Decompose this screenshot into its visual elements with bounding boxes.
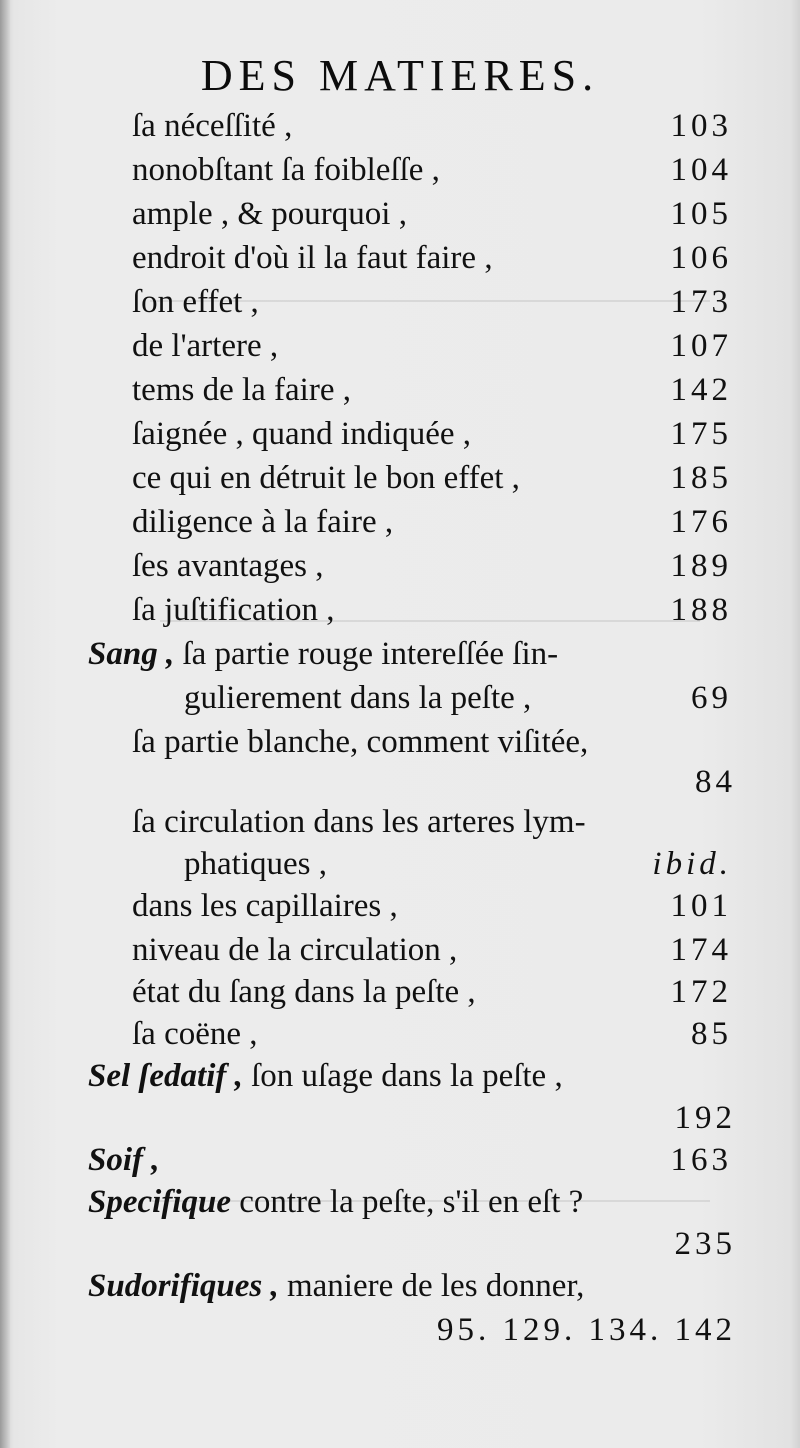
index-entry	[0, 412, 800, 456]
entry-text-line	[88, 1180, 583, 1224]
page-number: 235	[674, 1226, 736, 1262]
headword: Sudorifiques ,	[88, 1268, 279, 1304]
page-number: 85	[691, 1016, 732, 1052]
entry-text: niveau de la circulation ,	[132, 932, 458, 968]
index-heading-entry	[0, 1264, 800, 1308]
headword: Sang ,	[88, 636, 175, 672]
index-entry	[0, 720, 800, 764]
page-number: 175	[670, 416, 732, 452]
index-entry	[0, 324, 800, 368]
page-number: 173	[670, 284, 732, 320]
entry-text: diligence à la faire ,	[132, 504, 394, 540]
index-entry	[0, 148, 800, 192]
index-entry	[0, 104, 800, 148]
entry-text: ſon uſage dans la peſte ,	[251, 1058, 563, 1094]
entry-text: gulierement dans la peſte ,	[184, 680, 532, 716]
page-number: 106	[670, 240, 732, 276]
entry-text: ſa néceſſité ,	[132, 108, 293, 144]
entry-text: ſon effet ,	[132, 284, 259, 320]
index-entry-number-line	[0, 1222, 800, 1266]
entry-text: phatiques ,	[184, 846, 327, 882]
page-number: 105	[670, 196, 732, 232]
index-entry	[0, 500, 800, 544]
entry-text: maniere de les donner,	[286, 1268, 585, 1304]
index-heading-entry	[0, 1054, 800, 1098]
entry-text: contre la peſte, s'il en eſt ?	[239, 1184, 584, 1220]
entry-text: ſa partie blanche, comment viſitée,	[132, 724, 589, 760]
headword: Sel ſedatif ,	[88, 1058, 243, 1094]
entry-text-line	[88, 1264, 584, 1308]
entry-text: ce qui en détruit le bon effet ,	[132, 460, 520, 496]
entry-text: tems de la faire ,	[132, 372, 351, 408]
index-entry	[0, 456, 800, 500]
page-number: 174	[670, 932, 732, 968]
page-number: 142	[670, 372, 732, 408]
page-number: 69	[691, 680, 732, 716]
entry-text-line	[88, 1054, 563, 1098]
index-entry	[0, 544, 800, 588]
page-header: DES MATIERES.	[200, 51, 600, 100]
headword: Specifique	[88, 1184, 231, 1220]
index-entry-number-line	[0, 1096, 800, 1140]
page-number: 101	[670, 888, 732, 924]
entry-text: ſa partie rouge intereſſée ſin-	[182, 636, 559, 672]
page-number: 107	[670, 328, 732, 364]
page-number: 172	[670, 974, 732, 1010]
index-entry	[0, 588, 800, 632]
index-entry	[0, 1012, 800, 1056]
index-heading-entry	[0, 1180, 800, 1224]
entry-text: ample , & pourquoi ,	[132, 196, 407, 232]
index-entry	[0, 800, 800, 844]
page-number: 192	[674, 1100, 736, 1136]
entry-text: ſa coëne ,	[132, 1016, 258, 1052]
index-entry	[0, 368, 800, 412]
index-entry	[0, 280, 800, 324]
index-entry	[0, 236, 800, 280]
index-entry-number-line	[0, 1308, 800, 1352]
page-number: ibid.	[652, 846, 732, 882]
index-entry	[0, 884, 800, 928]
page-number: 188	[670, 592, 732, 628]
entry-text: ſa juſtification ,	[132, 592, 335, 628]
entry-text: ſa circulation dans les arteres lym-	[132, 804, 586, 840]
entry-text-line	[88, 632, 558, 676]
page-number: 103	[670, 108, 732, 144]
index-entry-continuation	[0, 676, 800, 720]
entry-text: ſaignée , quand indiquée ,	[132, 416, 472, 452]
entry-text-line	[88, 1138, 160, 1182]
page-number: 104	[670, 152, 732, 188]
page-number: 185	[670, 460, 732, 496]
entry-text: dans les capillaires ,	[132, 888, 398, 924]
page-number: 84	[695, 764, 736, 800]
index-entry	[0, 970, 800, 1014]
page-number: 189	[670, 548, 732, 584]
index-entry-number-line	[0, 760, 800, 804]
entry-text: nonobſtant ſa foibleſſe ,	[132, 152, 440, 188]
page-number-list: 95. 129. 134. 142	[437, 1312, 736, 1348]
page-number: 163	[670, 1142, 732, 1178]
index-heading-entry	[0, 632, 800, 676]
entry-text: endroit d'où il la faut faire ,	[132, 240, 493, 276]
index-entry	[0, 928, 800, 972]
entry-text: état du ſang dans la peſte ,	[132, 974, 476, 1010]
index-heading-entry	[0, 1138, 800, 1182]
page-number: 176	[670, 504, 732, 540]
headword: Soif ,	[88, 1142, 160, 1178]
index-entry	[0, 192, 800, 236]
index-entry-continuation	[0, 842, 800, 886]
entry-text: de l'artere ,	[132, 328, 279, 364]
entry-text: ſes avantages ,	[132, 548, 324, 584]
